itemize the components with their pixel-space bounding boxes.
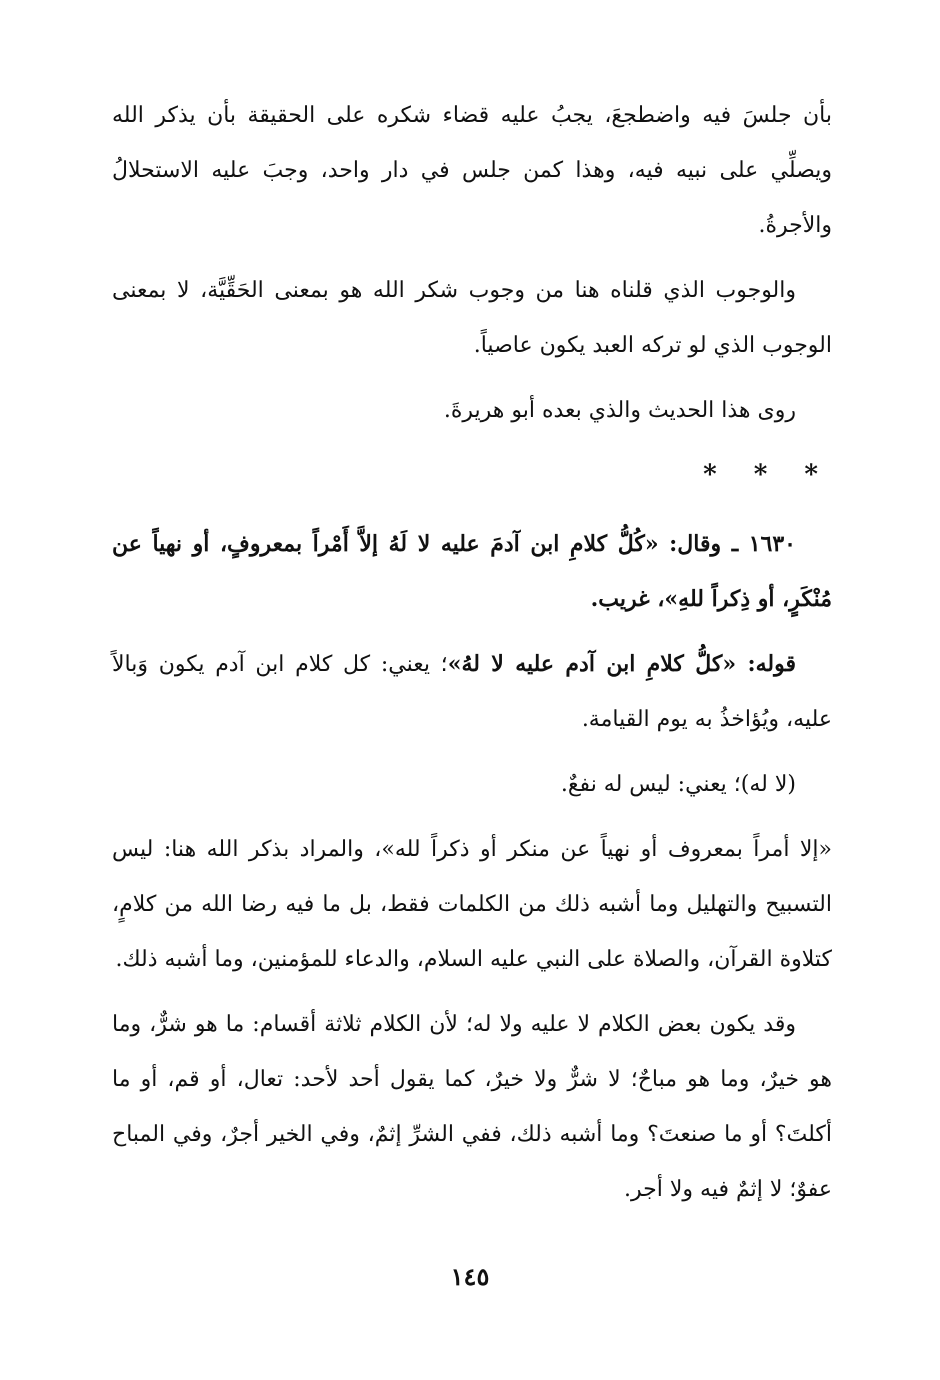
commentary-quote: قوله: «كلُّ كلامِ ابن آدم عليه لا لهُ»: [447, 651, 797, 677]
paragraph-dhikr: «إلا أمراً بمعروف أو نهياً عن منكر أو ذكراً لله»، والمراد بذكر الله هنا: ليس التسبيح والتهليل وما أشبه ذلك من الكلمات فقط، بل ما فيه رضا الله من كلامٍ، كتلاوة القرآن، والصلاة على النبي عليه السلام، والدعاء للمؤمنين، وما أشبه ذلك.: [112, 837, 832, 972]
commentary-explanation: ؛ يعني: كل كلام ابن آدم يكون وَبالاً عليه، ويُؤاخذُ به يوم القيامة.: [112, 652, 832, 732]
body-text: [112, 88, 832, 1227]
page-number: ١٤٥: [450, 1262, 490, 1291]
paragraph-narrator: روى هذا الحديث والذي بعده أبو هريرةَ.: [443, 398, 796, 423]
section-separator: * * *: [703, 460, 832, 490]
hadith-text: ١٦٣٠ ـ وقال: «كُلُّ كلامِ ابن آدمَ عليه لا لَهُ إلاَّ أَمْراً بمعروفٍ، أو نهياً عن مُنْكَرٍ، أو ذِكراً للهِ»، غريب.: [112, 531, 832, 612]
paragraph-la-lahu: (لا له)؛ يعني: ليس له نفعٌ.: [560, 772, 796, 797]
paragraph-commentary: [112, 637, 832, 747]
paragraph-continuation: بأن جلسَ فيه واضطجعَ، يجبُ عليه قضاء شكره على الحقيقة بأن يذكر الله ويصلِّي على نبيه فيه، وهذا كمن جلس في دار واحد، وجبَ عليه الاستحلالُ والأجرةُ.: [112, 103, 832, 238]
paragraph-obligation: والوجوب الذي قلناه هنا من وجوب شكر الله هو بمعنى الحَقِّيَّة، لا بمعنى الوجوب الذي لو تركه العبد يكون عاصياً.: [112, 278, 832, 358]
paragraph-speech-types: وقد يكون بعض الكلام لا عليه ولا له؛ لأن الكلام ثلاثة أقسام: ما هو شرٌّ، وما هو خيرٌ، وما هو مباحٌ؛ لا شرٌّ ولا خيرٌ، كما يقول أحد لأحد: تعال، أو قم، أو ما أكلتَ؟ أو ما صنعتَ؟ وما أشبه ذلك، ففي الشرِّ إثمٌ، وفي الخير أجرٌ، وفي المباح عفوٌ؛ لا إثمٌ فيه ولا أجر.: [112, 1012, 832, 1202]
